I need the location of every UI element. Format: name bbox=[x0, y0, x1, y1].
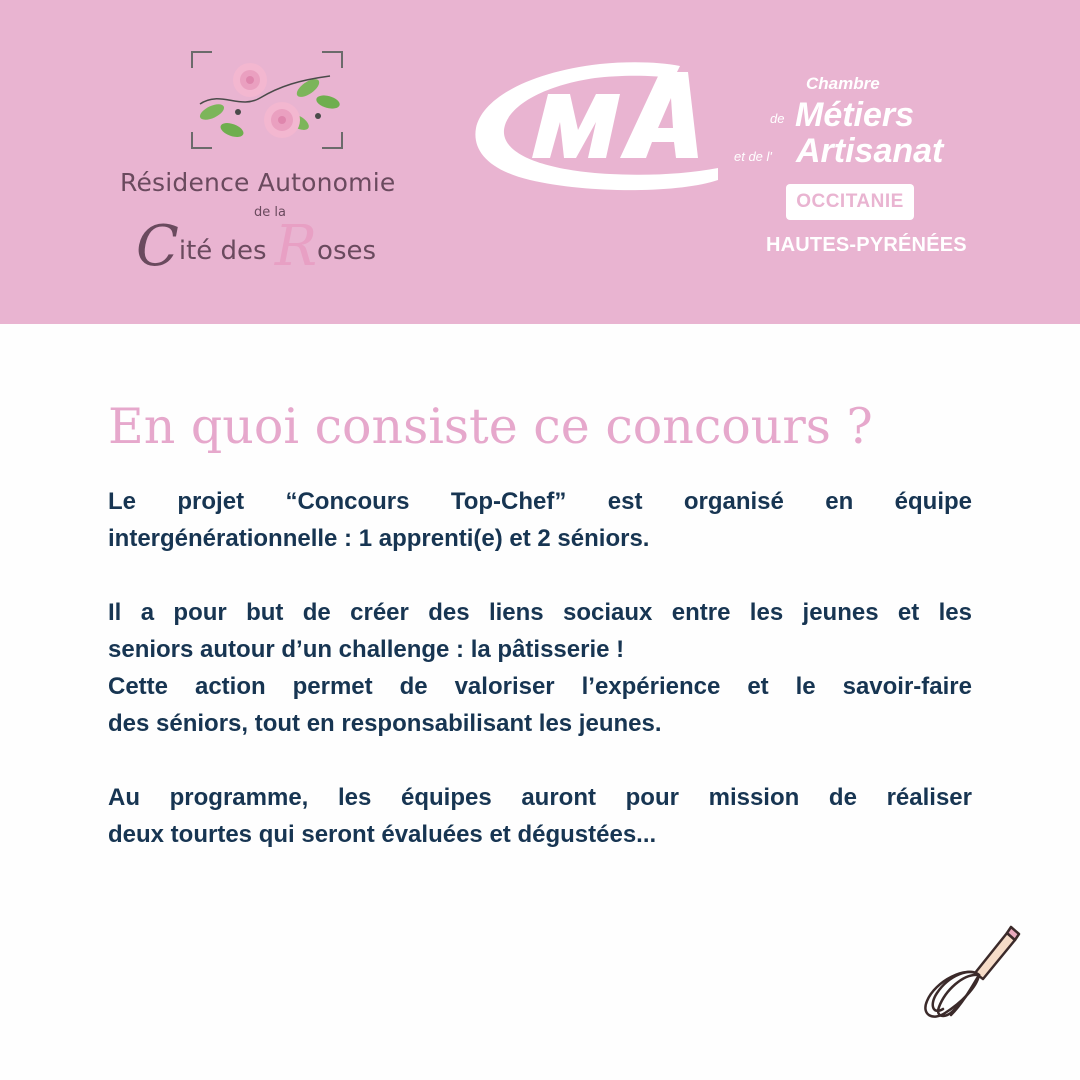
residence-logo bbox=[110, 40, 440, 280]
paragraph-4-line-1: Au programme, les équipes auront pour mission de réaliser bbox=[108, 784, 972, 811]
residence-cap-c: C bbox=[136, 214, 179, 279]
residence-name: Résidence Autonomie bbox=[120, 168, 396, 197]
spacer bbox=[108, 742, 972, 779]
paragraph-2-line-2: seniors autour d’un challenge : la pâtisserie ! bbox=[108, 636, 625, 663]
residence-connector: de la bbox=[254, 205, 286, 220]
cma-metiers: Métiers bbox=[795, 96, 915, 134]
residence-subname bbox=[136, 214, 436, 279]
cma-de: de bbox=[770, 111, 785, 126]
cma-region-badge: OCCITANIE bbox=[786, 184, 914, 220]
cma-chambre: Chambre bbox=[806, 74, 880, 93]
cma-logo-mark-icon bbox=[470, 58, 725, 193]
cma-et-de: et de l' bbox=[734, 149, 772, 164]
cma-department: HAUTES-PYRÉNÉES bbox=[766, 234, 967, 256]
header-banner bbox=[0, 0, 1080, 324]
cma-logo-text bbox=[730, 74, 980, 274]
roses-frame-icon bbox=[190, 50, 344, 150]
page-title: En quoi consiste ce concours ? bbox=[108, 398, 873, 455]
article-body bbox=[108, 483, 972, 853]
whisk-icon bbox=[915, 915, 1030, 1030]
residence-cap-r: R bbox=[274, 214, 318, 279]
paragraph-3-line-2: des séniors, tout en responsabilisant les jeunes. bbox=[108, 710, 662, 737]
spacer bbox=[108, 557, 972, 594]
cma-artisanat: Artisanat bbox=[796, 132, 944, 170]
residence-end: oses bbox=[317, 236, 377, 266]
residence-mid: ité des bbox=[178, 236, 275, 266]
paragraph-4-line-2: deux tourtes qui seront évaluées et dégustées... bbox=[108, 821, 657, 848]
paragraph-2-line-1: Il a pour but de créer des liens sociaux entre les jeunes et les bbox=[108, 599, 972, 626]
paragraph-3-line-1: Cette action permet de valoriser l’expérience et le savoir-faire bbox=[108, 673, 972, 700]
paragraph-1-line-1: Le projet “Concours Top-Chef” est organisé en équipe bbox=[108, 488, 972, 515]
paragraph-1-line-2: intergénérationnelle : 1 apprenti(e) et 2 séniors. bbox=[108, 525, 650, 552]
